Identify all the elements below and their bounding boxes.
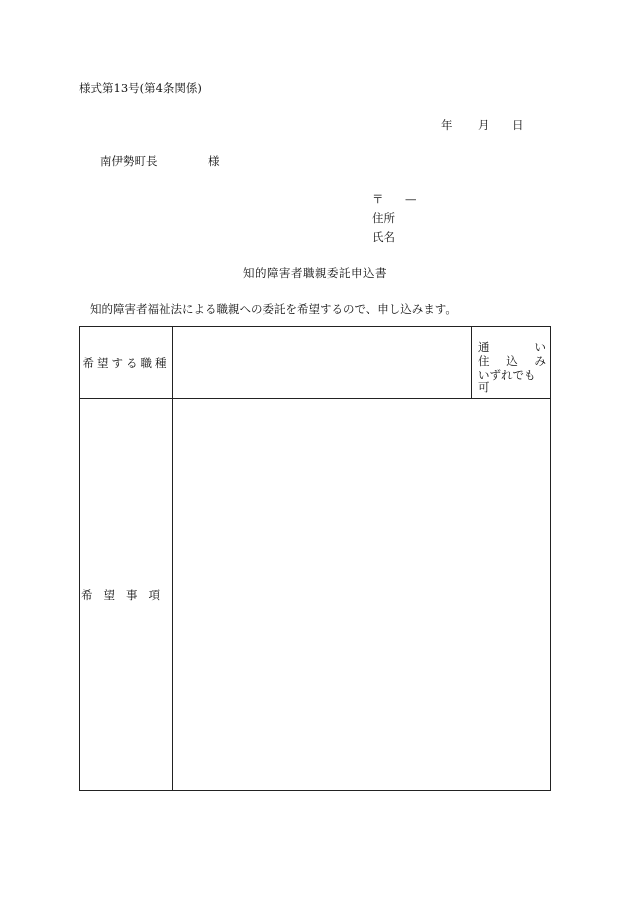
address-label: 住所 [372,211,395,225]
date-year-label: 年 [441,118,453,132]
postal-mark: 〒 [372,192,384,206]
desired-matters-label: 希望事項 [81,587,171,602]
document-title: 知的障害者職親委託申込書 [243,266,387,280]
desired-occupation-field[interactable] [173,327,471,398]
addressee-suffix: 様 [208,154,220,168]
date-day-label: 日 [512,118,524,132]
option-commute-char-1: 通 [478,340,490,354]
residence-options [472,327,552,399]
option-live-in-char-1: 住 [478,354,490,368]
form-number: 様式第13号(第4条関係) [79,81,202,95]
option-live-in[interactable] [478,356,546,368]
option-live-in-char-2: 込 [506,354,518,368]
application-form-table [79,326,551,791]
option-either[interactable] [478,370,546,393]
application-statement: 知的障害者福祉法による職親への委託を希望するので、申し込みます。 [90,302,457,316]
option-either-label: いずれでも可 [478,368,536,394]
desired-matters-field[interactable] [173,399,550,790]
desired-occupation-label: 希望する職種 [82,356,170,370]
option-commute[interactable] [478,342,546,354]
option-live-in-char-3: み [534,354,546,368]
option-commute-char-2: い [534,340,546,354]
postal-dash: — [405,192,417,206]
date-month-label: 月 [478,118,490,132]
name-label: 氏名 [372,230,395,244]
addressee-name: 南伊勢町長 [100,154,158,168]
